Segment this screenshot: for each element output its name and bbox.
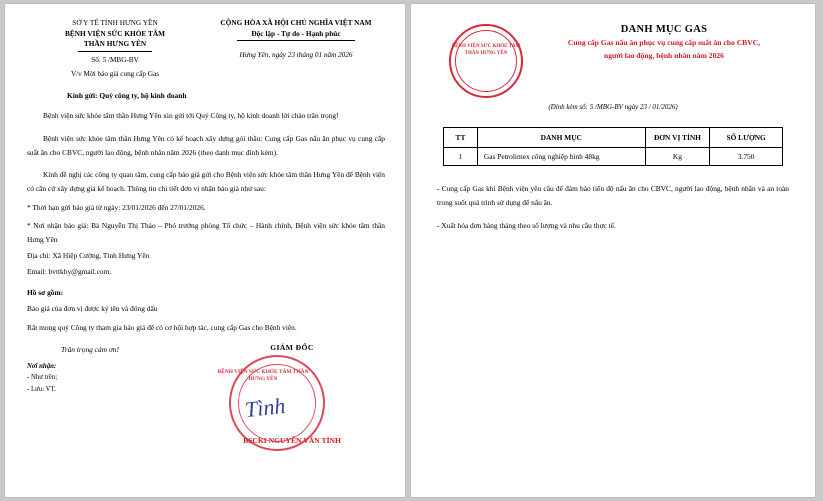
signature-zone — [27, 342, 385, 467]
org-line-1: SỞ Y TẾ TỈNH HƯNG YÊN — [72, 18, 158, 27]
table-row — [444, 148, 783, 166]
annex-seal-text: BỆNH VIỆN SỨC KHỎE TÂM THẦN HƯNG YÊN — [451, 44, 521, 56]
table-header-row — [444, 128, 783, 148]
recipients-note — [27, 361, 57, 396]
paragraph-1: Bệnh viện sức khỏe tâm thần Hưng Yên xin gửi tới Quý Công ty, hộ kinh doanh lời chào trân trọng! — [43, 111, 339, 121]
divider-line — [237, 40, 355, 41]
attachment-note: (Đính kèm số: 5 /MBG-BV ngày 23 / 01/2026) — [548, 103, 678, 111]
thanks-line: Trân trọng cảm ơn! — [61, 344, 119, 354]
th-tt: TT — [444, 128, 478, 148]
cell-danh-muc: Gas Petrolimex công nghiệp bình 48kg — [477, 148, 645, 166]
page-right — [411, 4, 815, 497]
national-line-1: CỘNG HÒA XÃ HỘI CHỦ NGHĨA VIỆT NAM — [220, 18, 372, 27]
th-danh-muc: DANH MỤC — [477, 128, 645, 148]
seal-ring-inner — [455, 30, 517, 92]
paragraph-2: Bệnh viện sức khỏe tâm thần Hưng Yên có kế hoạch xây dựng gói thầu: Cung cấp Gas nấu ăn phục vụ cung cấp suất ăn cho CBVC, người lao động, bệnh nhân năm 2026 (theo danh mục đính kèm). — [27, 134, 385, 157]
doc-number: Số: 5 /MBG-BV — [91, 55, 139, 64]
signer-title-prefix: BSCKI — [243, 435, 267, 445]
handwritten-signature: Tình — [243, 392, 287, 422]
signature-title: GIÁM ĐỐC — [270, 342, 314, 352]
th-don-vi-tinh: ĐƠN VỊ TÍNH — [645, 128, 710, 148]
recipients-note-item-2: - Lưu: VT. — [27, 385, 56, 393]
org-line-2: BỆNH VIỆN SỨC KHỎE TÂM — [64, 28, 165, 38]
national-line-2: Độc lập - Tự do - Hạnh phúc — [251, 28, 341, 38]
letter-header — [27, 18, 385, 79]
annex-subtitle-line-2: người lao động, bệnh nhân năm 2026 — [604, 51, 724, 61]
recipients-note-item-1: - Như trên; — [27, 374, 58, 382]
annex-subtitle-line-1: Cung cấp Gas nấu ăn phục vụ cung cấp suất ăn cho CBVC, — [567, 38, 761, 47]
gas-items-table — [443, 127, 783, 166]
signature-block — [217, 343, 367, 445]
bullet-deadline: * Thời hạn gửi báo giá từ ngày: 23/01/2026 đến 27/01/2026. — [27, 202, 206, 212]
divider-line — [78, 51, 152, 52]
page-left — [5, 4, 405, 497]
seal-text: BỆNH VIỆN SỨC KHỎE TÂM THẦN HƯNG YÊN — [217, 368, 309, 382]
organization-block — [27, 18, 203, 79]
bullet-receiver: * Nơi nhận báo giá: Bà Nguyễn Thị Thảo – Phó trưởng phòng Tổ chức – Hành chính, Bệnh viện sức khỏe tâm thần Hưng Yên — [27, 221, 385, 245]
cell-so-luong: 3.750 — [710, 148, 783, 166]
annex-note-2: - Xuất hóa đơn hàng tháng theo số lượng và nhu cầu thực tế. — [437, 221, 616, 231]
recipient-line: Kính gửi: Quý công ty, hộ kinh doanh — [67, 91, 187, 101]
closing-paragraph: Rất mong quý Công ty tham gia báo giá để có cơ hội hợp tác, cung cấp Gas cho Bệnh viện. — [27, 322, 297, 332]
place-date: Hưng Yên, ngày 23 tháng 01 năm 2026 — [239, 51, 353, 60]
paragraph-3: Kính đề nghị các công ty quan tâm, cung cấp báo giá gửi cho Bệnh viện sức khỏe tâm thần Hưng Yên để Bệnh viện có căn cứ xây dựng giá kế hoạch. Thông tin chi tiết đơn vị nhận báo giá như sau: — [27, 170, 385, 194]
annex-title: DANH MỤC GAS — [620, 24, 708, 35]
cell-tt: 1 — [444, 148, 478, 166]
annex-header — [429, 22, 797, 98]
doc-subject: V/v Mời báo giá cung cấp Gas — [70, 69, 160, 78]
annex-seal-stamp — [449, 24, 523, 98]
dossier-label: Hồ sơ gồm: — [27, 288, 64, 298]
recipients-note-title: Nơi nhận: — [27, 362, 57, 370]
address-line: Địa chỉ: Xã Hiệp Cường, Tỉnh Hưng Yên — [27, 250, 150, 260]
org-line-3: THẦN HƯNG YÊN — [83, 39, 147, 49]
th-so-luong: SỐ LƯỢNG — [710, 128, 783, 148]
cell-don-vi-tinh: Kg — [645, 148, 710, 166]
national-heading-block — [207, 18, 385, 61]
annex-notes — [429, 182, 797, 233]
annex-title-block — [531, 22, 797, 62]
annex-note-1: - Cung cấp Gas khí Bệnh viện yêu cầu để đảm bảo tiến độ nấu ăn cho CBVC, người lao động, bệnh nhân và an toàn trong suốt quá trình sử dụng để nấu ăn. — [437, 184, 789, 208]
email-line: Email: bvttkhy@gmail.com. — [27, 266, 112, 276]
signer-full-name: NGUYỄN VĂN TÌNH — [268, 435, 341, 445]
dossier-item-1: Báo giá của đơn vị được ký tên và đóng dấu — [27, 304, 158, 314]
